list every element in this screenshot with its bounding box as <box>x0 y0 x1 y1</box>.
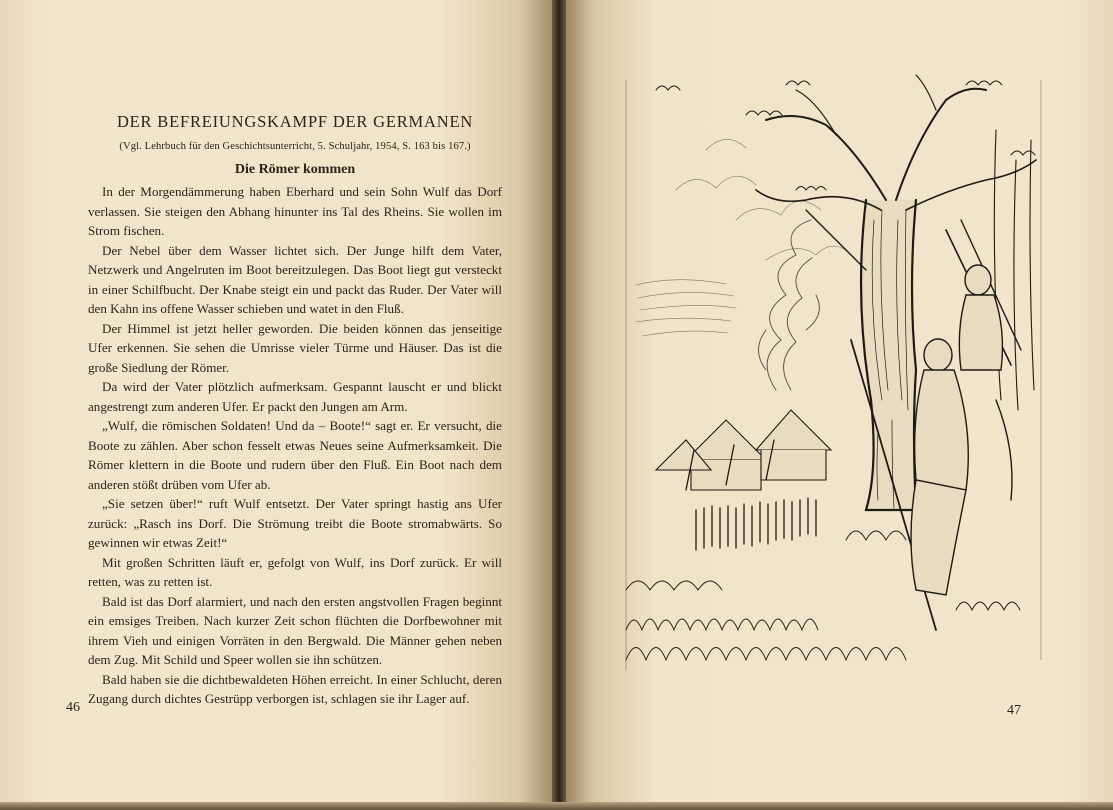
paragraph: Da wird der Vater plötzlich aufmerksam. Gespannt lauscht er und blickt angestrengt zum anderen Ufer. Er packt den Jungen am Arm. <box>88 379 502 414</box>
forest-illustration <box>616 70 1048 680</box>
paragraph: Bald haben sie die dichtbewaldeten Höhen erreicht. In einer Schlucht, deren Zugang durch dichtes Gestrüpp verborgen ist, schlagen sie ihr Lager auf. <box>88 671 502 706</box>
page-number-right: 47 <box>1007 703 1021 718</box>
page-number-left: 46 <box>66 700 80 715</box>
right-page <box>566 0 1113 810</box>
text-block <box>88 100 502 709</box>
paragraph: „Wulf, die römischen Soldaten! Und da – Boote!“ sagt er. Er versucht, die Boote zu zählen. Aber schon fesselt etwas Neues seine Aufmerksamkeit. Die Römer klettern in die Boote und rudern über den Fluß. Ein Boot nach dem anderen stößt drüben vom Ufer ab. <box>88 418 502 492</box>
section-title: Die Römer kommen <box>234 162 356 177</box>
chapter-reference: (Vgl. Lehrbuch für den Geschichtsunterricht, 5. Schuljahr, 1954, S. 163 bis 167.) <box>119 141 471 152</box>
paragraph: Mit großen Schritten läuft er, gefolgt von Wulf, ins Dorf zurück. Er will retten, was zu retten ist. <box>88 554 502 589</box>
chapter-heading: DER BEFREIUNGSKAMPF DER GERMANEN <box>116 112 474 131</box>
paragraph: Der Himmel ist jetzt heller geworden. Die beiden können das jenseitige Ufer erkennen. Sie sehen die Umrisse vieler Türme und Häuser. Das ist die große Siedlung der Römer. <box>88 320 502 375</box>
paragraph: In der Morgendämmerung haben Eberhard und sein Sohn Wulf das Dorf verlassen. Sie steigen den Abhang hinunter ins Tal des Rheins. Sie wollen im Strom fischen. <box>88 184 502 238</box>
left-page <box>0 0 552 810</box>
paragraph: „Sie setzen über!“ ruft Wulf entsetzt. Der Vater springt hastig ans Ufer zurück: „Rasch ins Dorf. Die Strömung treibt die Boote stromabwärts. So gewinnen wir etwas Zeit!“ <box>88 496 502 550</box>
paragraph: Bald ist das Dorf alarmiert, und nach den ersten angstvollen Fragen beginnt ein emsiges Treiben. Nach kurzer Zeit schon flüchten die Dorfbewohner mit ihrem Vieh und einigen Vorräten in den Bergwald. Die Männer gehen neben dem Zug. Mit Schild und Speer wollen sie ihn schützen. <box>88 593 502 667</box>
paragraph: Der Nebel über dem Wasser lichtet sich. Der Junge hilft dem Vater, Netzwerk und Angelruten im Boot bereitzulegen. Das Boot liegt gut versteckt in einer Schilfbucht. Der Knabe steigt ein und packt das Ruder. Der Vater will den Kahn ins offene Wasser schieben und watet in den Fluß. <box>88 242 502 316</box>
page-edge <box>0 802 1113 810</box>
book-gutter <box>552 0 566 810</box>
